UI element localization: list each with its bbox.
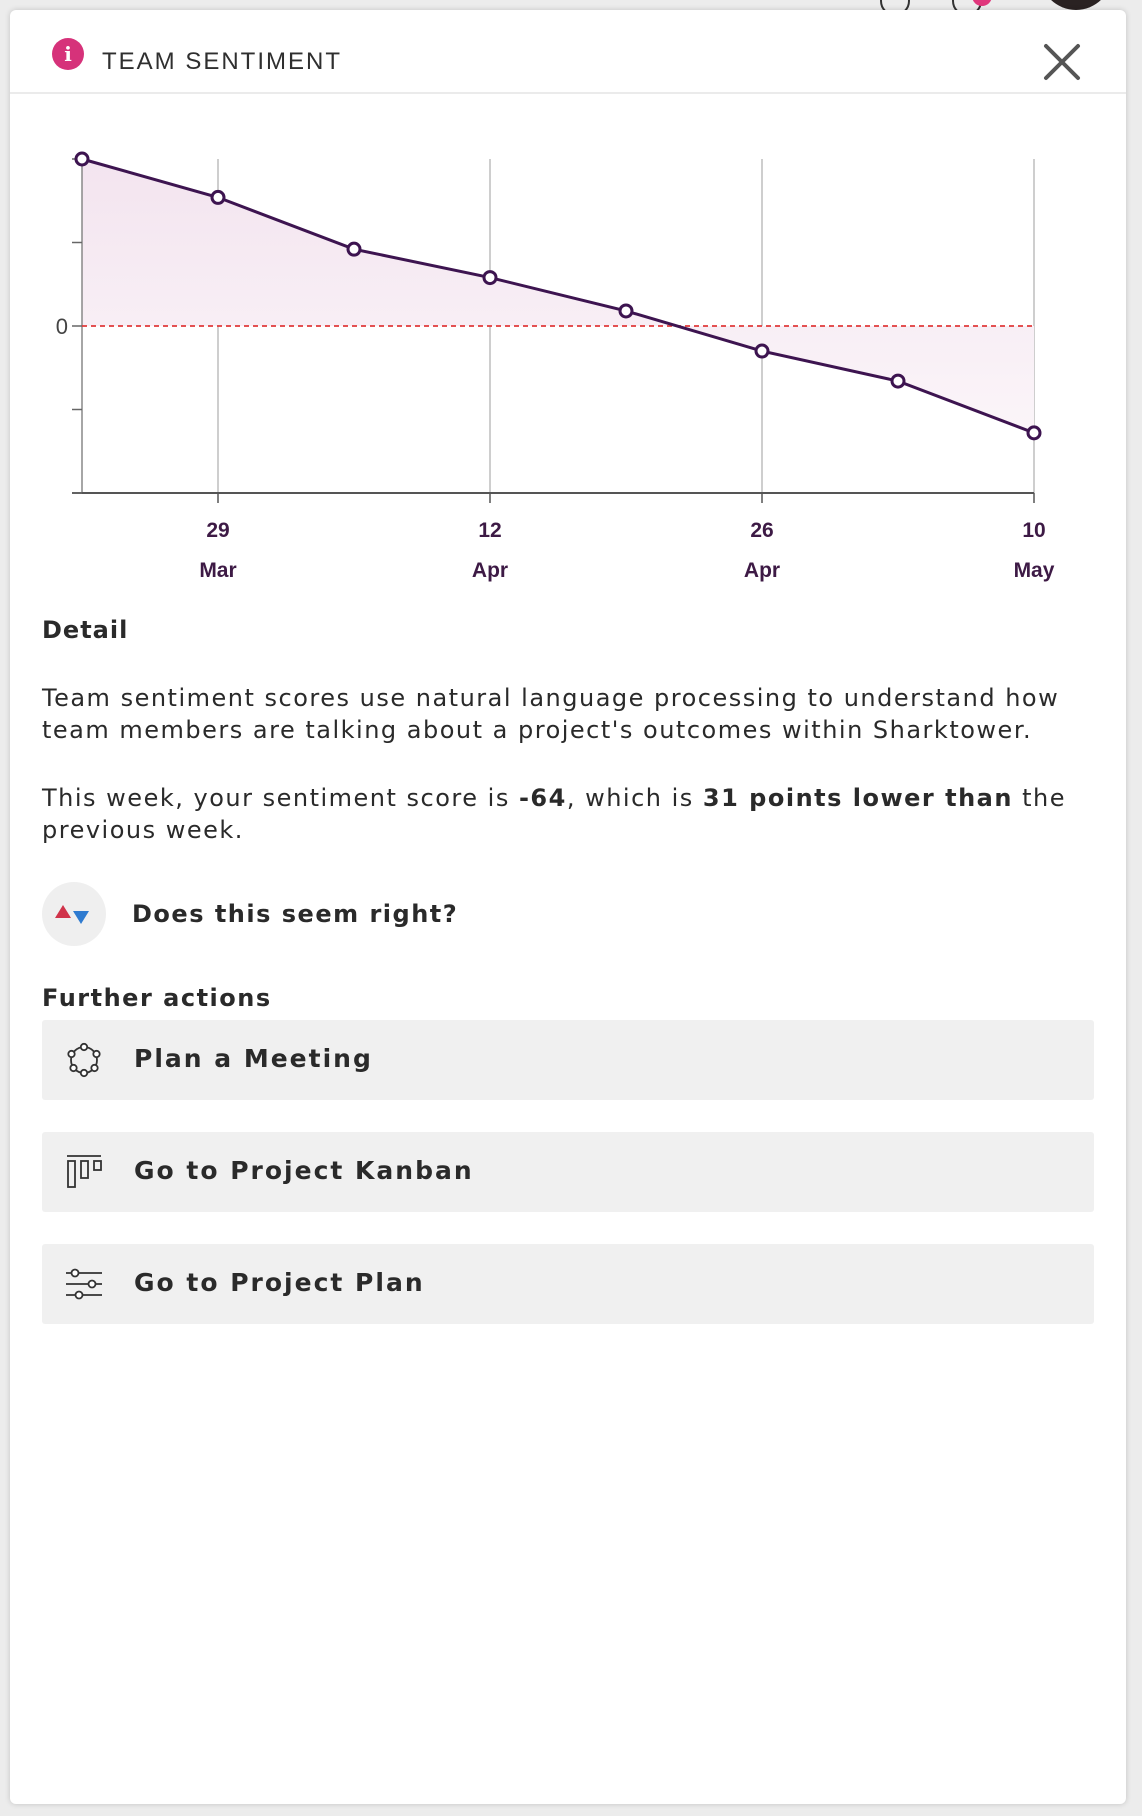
sentiment-chart-svg: [10, 120, 1126, 600]
score-summary: [42, 782, 1082, 846]
data-point: [348, 243, 360, 255]
plan-meeting-button[interactable]: [42, 1020, 1094, 1100]
x-tick-label-day: 12: [478, 519, 502, 542]
project-plan-label: Go to Project Plan: [134, 1268, 425, 1297]
data-point: [892, 375, 904, 387]
score-summary-text: This week, your sentiment score is: [42, 784, 519, 812]
score-summary-text: the previous week.: [42, 784, 1066, 844]
y-tick-label: 0: [55, 314, 68, 339]
x-tick-label-month: Apr: [471, 559, 509, 582]
project-kanban-button[interactable]: [42, 1132, 1094, 1212]
plan-icon: [64, 1264, 104, 1304]
kanban-icon: [64, 1152, 104, 1192]
further-actions-heading: Further actions: [42, 984, 272, 1012]
score-change: 31 points lower than: [702, 784, 1013, 812]
team-sentiment-panel: [10, 10, 1126, 1804]
detail-paragraph: Team sentiment scores use natural language processing to understand how team members are talking about a project's outcomes within Sharktower.: [42, 684, 1060, 744]
data-point: [212, 191, 224, 203]
score-value: -64: [518, 784, 567, 812]
sentiment-chart: [10, 120, 1126, 600]
data-point: [484, 272, 496, 284]
data-point: [756, 345, 768, 357]
close-button[interactable]: [1040, 40, 1084, 84]
score-summary-text: , which is: [566, 784, 703, 812]
detail-heading: Detail: [42, 616, 129, 644]
x-tick-label-day: 26: [750, 519, 774, 542]
project-plan-button[interactable]: [42, 1244, 1094, 1324]
data-point: [1028, 427, 1040, 439]
x-tick-label-month: Mar: [199, 559, 237, 582]
info-icon: i: [52, 38, 84, 70]
x-tick-label-day: 29: [206, 519, 230, 542]
plan-meeting-label: Plan a Meeting: [134, 1044, 373, 1073]
project-kanban-label: Go to Project Kanban: [134, 1156, 474, 1185]
panel-title: TEAM SENTIMENT: [102, 48, 343, 75]
data-point: [620, 305, 632, 317]
close-icon: [1040, 40, 1084, 84]
meeting-icon: [64, 1040, 104, 1080]
up-down-arrows-icon: [42, 882, 106, 946]
x-tick-label-day: 10: [1022, 519, 1046, 542]
feedback-button[interactable]: [42, 882, 106, 946]
panel-header: [10, 10, 1126, 94]
x-tick-label-month: Apr: [743, 559, 781, 582]
feedback-question: Does this seem right?: [132, 900, 459, 928]
data-point: [76, 153, 88, 165]
x-tick-label-month: May: [1013, 559, 1055, 582]
